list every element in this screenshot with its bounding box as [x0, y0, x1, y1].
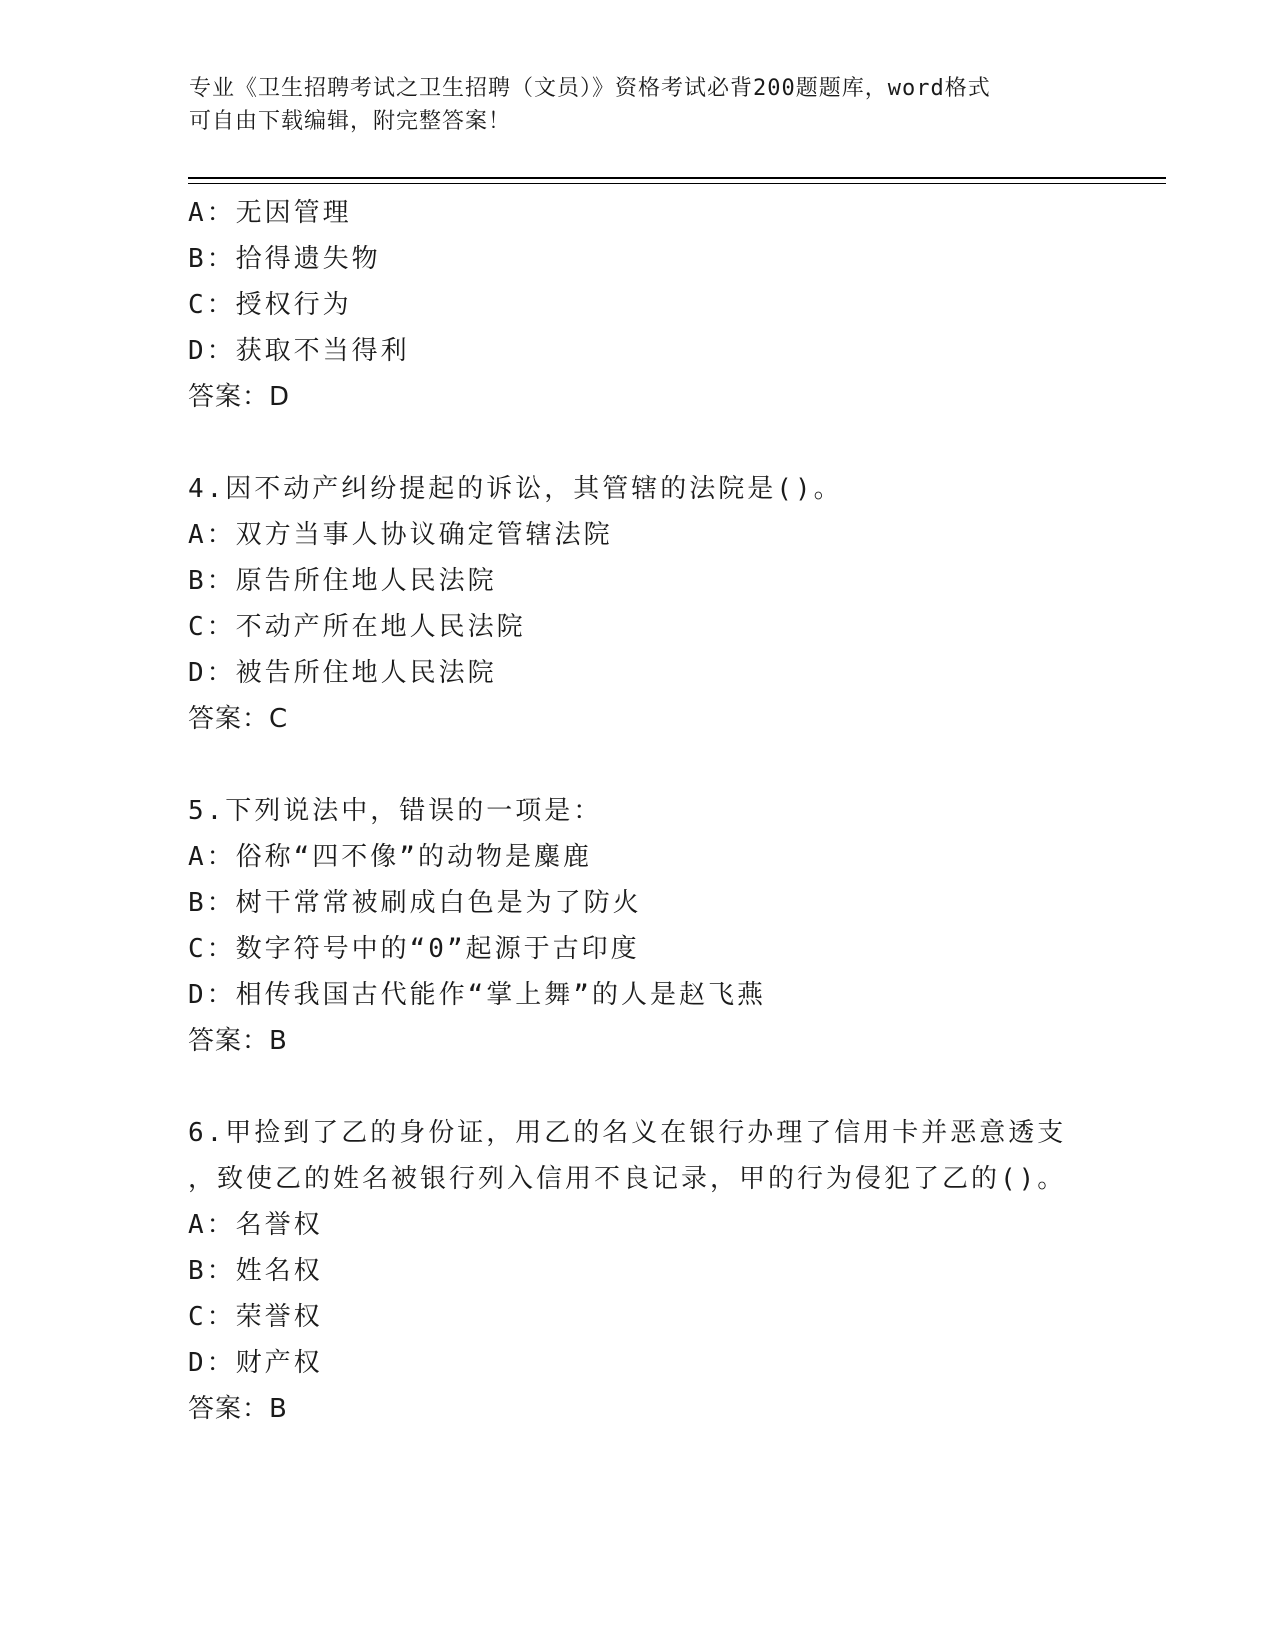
header-title-line-1: 专业《卫生招聘考试之卫生招聘（文员）》资格考试必背200题题库，word格式: [189, 76, 991, 101]
question-list: [188, 190, 1188, 1432]
option-c: C：数字符号中的“0”起源于古印度: [188, 934, 640, 964]
option-a: A：无因管理: [188, 198, 352, 228]
spacer: [188, 742, 1188, 788]
option-c: C：荣誉权: [188, 1302, 323, 1332]
question-text-line-2: ，致使乙的姓名被银行列入信用不良记录，甲的行为侵犯了乙的()。: [188, 1164, 1067, 1194]
option-b: B：拾得遗失物: [188, 244, 381, 274]
option-a: A：俗称“四不像”的动物是麋鹿: [188, 842, 592, 872]
option-d: D：相传我国古代能作“掌上舞”的人是赵飞燕: [188, 980, 766, 1010]
question-3: [188, 190, 1188, 420]
spacer: [188, 420, 1188, 466]
question-text: 4.因不动产纠纷提起的诉讼，其管辖的法院是()。: [188, 474, 843, 504]
question-4: [188, 466, 1188, 742]
document-header: [189, 72, 1089, 138]
option-d: D：获取不当得利: [188, 336, 410, 366]
header-rule-thin: [188, 183, 1166, 184]
option-b: B：树干常常被刷成白色是为了防火: [188, 888, 642, 918]
question-6: [188, 1110, 1188, 1432]
header-title-line-2: 可自由下载编辑，附完整答案！: [189, 109, 512, 134]
spacer: [188, 1064, 1188, 1110]
option-a: A：双方当事人协议确定管辖法院: [188, 520, 613, 550]
answer: 答案：B: [188, 1394, 288, 1424]
option-c: C：授权行为: [188, 290, 352, 320]
question-5: [188, 788, 1188, 1064]
answer: 答案：D: [188, 382, 291, 412]
answer: 答案：C: [188, 704, 289, 734]
answer: 答案：B: [188, 1026, 288, 1056]
option-c: C：不动产所在地人民法院: [188, 612, 526, 642]
question-text-line-1: 6.甲捡到了乙的身份证，用乙的名义在银行办理了信用卡并恶意透支: [188, 1118, 1067, 1148]
question-text: 5.下列说法中，错误的一项是：: [188, 796, 603, 826]
option-d: D：被告所住地人民法院: [188, 658, 497, 688]
option-b: B：姓名权: [188, 1256, 323, 1286]
option-d: D：财产权: [188, 1348, 323, 1378]
option-b: B：原告所住地人民法院: [188, 566, 497, 596]
option-a: A：名誉权: [188, 1210, 323, 1240]
header-rule-thick: [188, 177, 1166, 179]
